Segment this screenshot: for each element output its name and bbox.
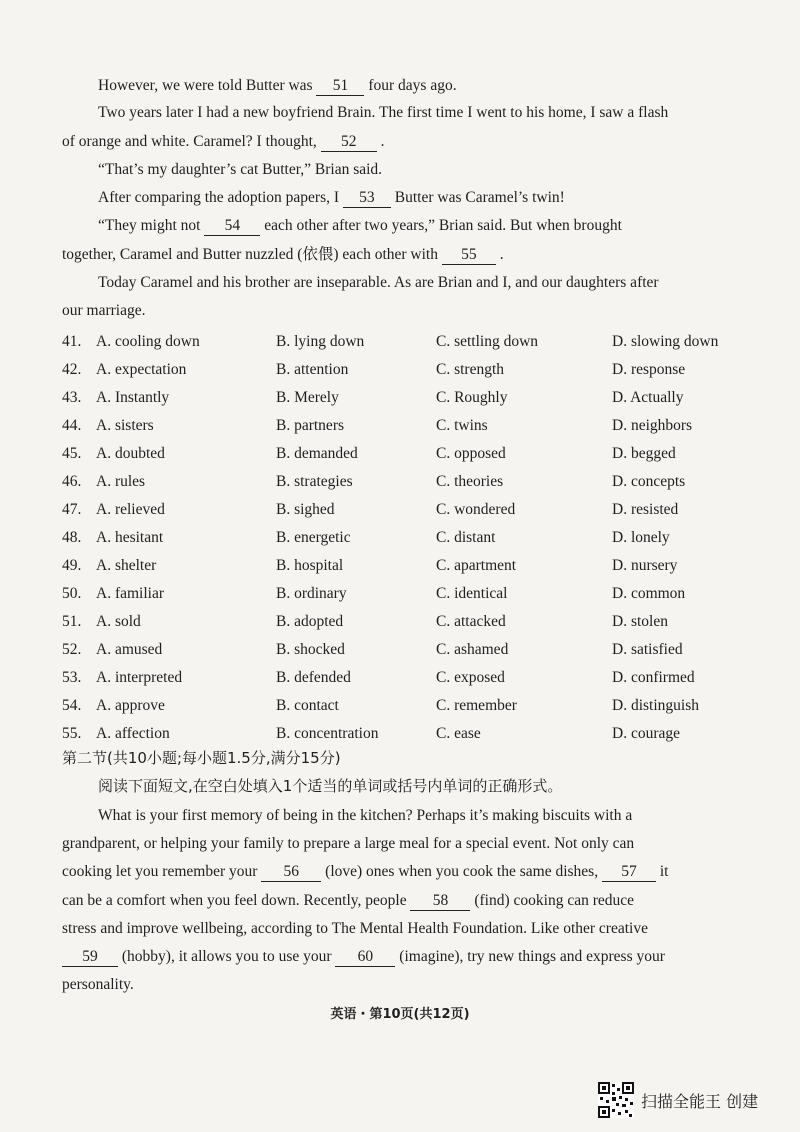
passage-line-8: Today Caramel and his brother are inseparable. As are Brian and I, and our daughters after xyxy=(98,274,659,291)
option-d: D. Actually xyxy=(612,389,684,406)
option-d: D. courage xyxy=(612,725,680,742)
option-b: B. defended xyxy=(276,669,351,686)
passage-line-6 xyxy=(98,216,738,236)
option-d: D. confirmed xyxy=(612,669,695,686)
question-number: 53. xyxy=(62,669,82,686)
question-number: 47. xyxy=(62,501,82,518)
text: each other after two years,” Brian said. But when brought xyxy=(264,217,622,234)
option-a: A. sold xyxy=(96,613,141,630)
option-d: D. response xyxy=(612,361,686,378)
text: four days ago. xyxy=(368,77,457,94)
option-b: B. concentration xyxy=(276,725,379,742)
option-c: C. ashamed xyxy=(436,641,509,658)
blank-57: 57 xyxy=(602,863,656,882)
passage-line-5 xyxy=(98,188,738,208)
option-d: D. slowing down xyxy=(612,333,719,350)
text: can be a comfort when you feel down. Recently, people xyxy=(62,892,407,909)
option-a: A. interpreted xyxy=(96,669,183,686)
option-a: A. hesitant xyxy=(96,529,164,546)
option-b: B. lying down xyxy=(276,333,365,350)
option-c: C. theories xyxy=(436,473,504,490)
option-c: C. exposed xyxy=(436,669,505,686)
option-b: B. shocked xyxy=(276,641,345,658)
passage-line-9: our marriage. xyxy=(62,302,146,319)
option-a: A. shelter xyxy=(96,557,157,574)
option-d: D. stolen xyxy=(612,613,668,630)
option-b: B. energetic xyxy=(276,529,351,546)
question-number: 43. xyxy=(62,389,82,406)
option-d: D. begged xyxy=(612,445,676,462)
text: Butter was Caramel’s twin! xyxy=(394,189,565,206)
text: (hobby), it allows you to use your xyxy=(121,948,332,965)
blank-54: 54 xyxy=(204,217,260,236)
blank-59: 59 xyxy=(62,948,118,967)
blank-52: 52 xyxy=(321,133,377,152)
question-number: 45. xyxy=(62,445,82,462)
section-instruction: 阅读下面短文,在空白处填入1个适当的单词或括号内单词的正确形式。 xyxy=(98,777,563,795)
qr-code-icon xyxy=(598,1082,634,1118)
option-b: B. demanded xyxy=(276,445,358,462)
scanner-watermark: 扫描全能王 创建 xyxy=(641,1092,759,1111)
passage-line-3 xyxy=(62,132,738,152)
option-b: B. Merely xyxy=(276,389,339,406)
passage2-line-7: personality. xyxy=(62,976,134,993)
question-number: 41. xyxy=(62,333,82,350)
passage2-line-3 xyxy=(62,862,738,882)
option-a: A. relieved xyxy=(96,501,165,518)
question-number: 48. xyxy=(62,529,82,546)
question-number: 54. xyxy=(62,697,82,714)
text: it xyxy=(659,863,669,880)
option-b: B. adopted xyxy=(276,613,344,630)
option-a: A. sisters xyxy=(96,417,154,434)
question-number: 44. xyxy=(62,417,82,434)
option-d: D. lonely xyxy=(612,529,670,546)
text: After comparing the adoption papers, I xyxy=(98,189,340,206)
passage2-line-5: stress and improve wellbeing, according to The Mental Health Foundation. Like other creative xyxy=(62,920,648,937)
blank-55: 55 xyxy=(442,246,496,265)
option-b: B. sighed xyxy=(276,501,335,518)
option-d: D. neighbors xyxy=(612,417,693,434)
passage-line-7 xyxy=(62,245,738,265)
option-a: A. expectation xyxy=(96,361,187,378)
option-d: D. distinguish xyxy=(612,697,699,714)
option-c: C. Roughly xyxy=(436,389,508,406)
passage-line-2: Two years later I had a new boyfriend Brain. The first time I went to his home, I saw a flash xyxy=(98,104,669,121)
option-c: C. twins xyxy=(436,417,488,434)
text: . xyxy=(380,133,385,150)
option-b: B. strategies xyxy=(276,473,353,490)
blank-51: 51 xyxy=(316,77,364,96)
blank-56: 56 xyxy=(261,863,321,882)
question-number: 51. xyxy=(62,613,82,630)
text: However, we were told Butter was xyxy=(98,77,313,94)
passage2-line-2: grandparent, or helping your family to prepare a large meal for a special event. Not only can xyxy=(62,835,635,852)
option-d: D. nursery xyxy=(612,557,678,574)
option-a: A. rules xyxy=(96,473,146,490)
option-a: A. affection xyxy=(96,725,170,742)
option-a: A. amused xyxy=(96,641,163,658)
option-b: B. hospital xyxy=(276,557,344,574)
text: (find) cooking can reduce xyxy=(474,892,635,909)
option-c: C. remember xyxy=(436,697,517,714)
passage-line-4: “That’s my daughter’s cat Butter,” Brian said. xyxy=(98,161,383,178)
option-a: A. doubted xyxy=(96,445,165,462)
passage-line-1 xyxy=(98,76,738,96)
option-c: C. attacked xyxy=(436,613,506,630)
option-b: B. ordinary xyxy=(276,585,347,602)
option-c: C. settling down xyxy=(436,333,539,350)
passage2-line-4 xyxy=(62,891,738,911)
text: (love) ones when you cook the same dishes, xyxy=(325,863,599,880)
option-a: A. Instantly xyxy=(96,389,170,406)
question-number: 55. xyxy=(62,725,82,742)
option-b: B. contact xyxy=(276,697,339,714)
option-b: B. partners xyxy=(276,417,345,434)
text: . xyxy=(499,246,504,263)
question-number: 42. xyxy=(62,361,82,378)
option-d: D. resisted xyxy=(612,501,679,518)
page-footer: 英语・第10页(共12页) xyxy=(330,1007,470,1022)
blank-60: 60 xyxy=(335,948,395,967)
question-number: 50. xyxy=(62,585,82,602)
blank-58: 58 xyxy=(410,892,470,911)
option-a: A. cooling down xyxy=(96,333,200,350)
option-a: A. familiar xyxy=(96,585,165,602)
option-c: C. ease xyxy=(436,725,481,742)
option-c: C. opposed xyxy=(436,445,506,462)
blank-53: 53 xyxy=(343,189,391,208)
option-c: C. distant xyxy=(436,529,496,546)
option-c: C. strength xyxy=(436,361,505,378)
question-number: 52. xyxy=(62,641,82,658)
option-b: B. attention xyxy=(276,361,349,378)
text: “They might not xyxy=(98,217,201,234)
option-c: C. identical xyxy=(436,585,508,602)
passage2-line-1: What is your first memory of being in the kitchen? Perhaps it’s making biscuits with a xyxy=(98,807,633,824)
option-d: D. concepts xyxy=(612,473,686,490)
text: of orange and white. Caramel? I thought, xyxy=(62,133,317,150)
option-a: A. approve xyxy=(96,697,165,714)
text: together, Caramel and Butter nuzzled (依偎) each other with xyxy=(62,246,438,263)
passage2-line-6 xyxy=(62,947,738,967)
option-d: D. common xyxy=(612,585,686,602)
text: (imagine), try new things and express your xyxy=(399,948,665,965)
section-heading: 第二节(共10小题;每小题1.5分,满分15分) xyxy=(62,749,341,767)
option-c: C. wondered xyxy=(436,501,516,518)
option-c: C. apartment xyxy=(436,557,517,574)
question-number: 49. xyxy=(62,557,82,574)
question-number: 46. xyxy=(62,473,82,490)
option-d: D. satisfied xyxy=(612,641,683,658)
text: cooking let you remember your xyxy=(62,863,258,880)
